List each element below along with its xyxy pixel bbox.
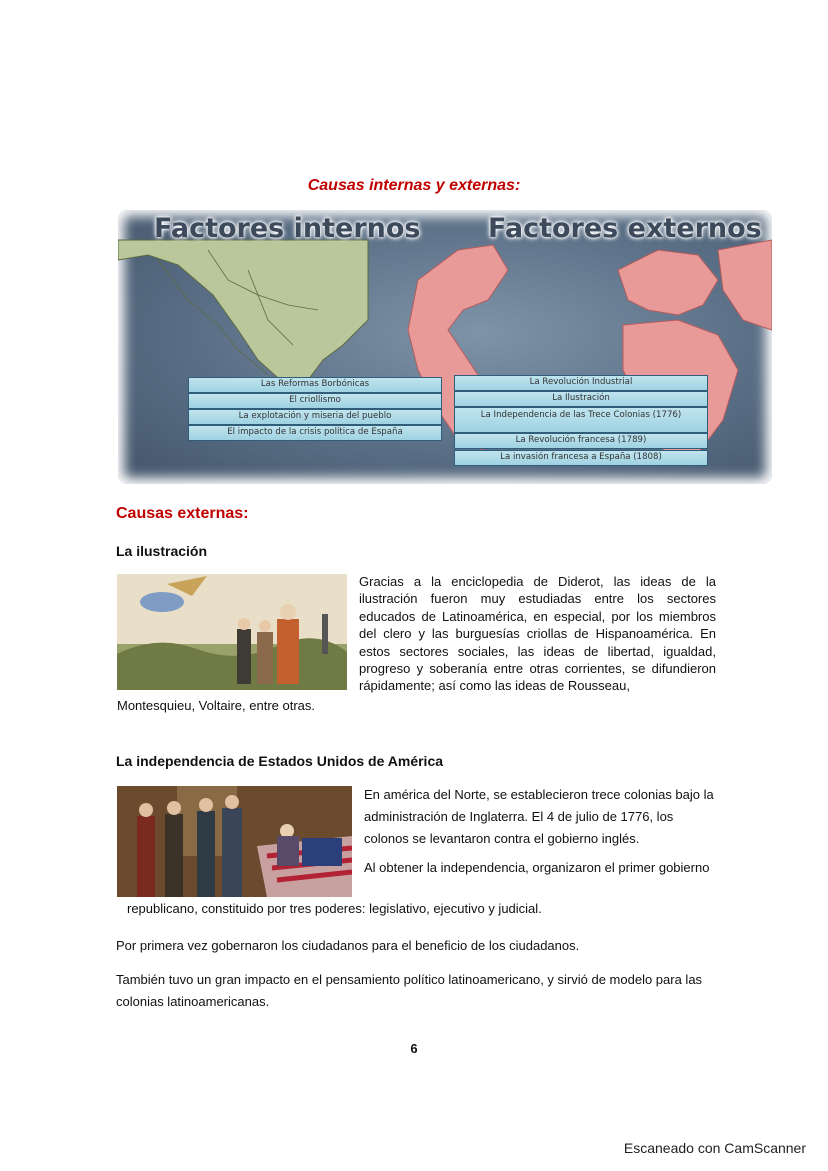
external-factor-item: La invasión francesa a España (1808) bbox=[454, 450, 708, 466]
usa-paragraph-1: En américa del Norte, se establecieron trece colonias bajo la administración de Inglaterra. El 4 de julio de 1776, los colonos se levantaron contra el gobierno inglés. bbox=[364, 787, 714, 846]
illustration-paragraph-continued: Montesquieu, Voltaire, entre otras. bbox=[117, 698, 316, 713]
external-factor-item: La Revolución francesa (1789) bbox=[454, 433, 708, 449]
usa-paragraph-3: Por primera vez gobernaron los ciudadanos para el beneficio de los ciudadanos. bbox=[116, 938, 580, 953]
camscanner-watermark: Escaneado con CamScanner bbox=[623, 1140, 806, 1156]
internal-factor-item: El impacto de la crisis política de España bbox=[188, 425, 442, 441]
internal-factor-item: El criollismo bbox=[188, 393, 442, 409]
usa-paragraph-2: Al obtener la independencia, organizaron el primer gobierno bbox=[364, 860, 710, 875]
page-number: 6 bbox=[410, 1041, 418, 1056]
usa-paragraph-4: También tuvo un gran impacto en el pensamiento político latinoamericano, y sirvió de modelo para las colonias latinoamericanas. bbox=[116, 972, 703, 1009]
external-factor-item: La Revolución Industrial bbox=[454, 375, 708, 391]
enlightenment-painting bbox=[117, 574, 347, 690]
section-heading: Causas externas: bbox=[116, 505, 249, 522]
external-factor-item: La Ilustración bbox=[454, 391, 708, 407]
page-heading: Causas internas y externas: bbox=[307, 177, 521, 194]
usa-independence-heading: La independencia de Estados Unidos de América bbox=[116, 753, 444, 769]
illustration-heading: La ilustración bbox=[116, 543, 208, 559]
usa-paragraph-2-continued: republicano, constituido por tres poderes: legislativo, ejecutivo y judicial. bbox=[127, 901, 542, 916]
external-factor-item: La Independencia de las Trece Colonias (1776) bbox=[454, 407, 708, 433]
illustration-paragraph: Gracias a la enciclopedia de Diderot, las ideas de la ilustración fueron muy estudiadas entre los sectores educados de Latinoamérica, en especial, por los miembros del clero y las burguesías criollas de Hispanoamérica. En estos sectores sociales, las ideas de libertad, igualdad, progreso y soberanía entre otras corrientes, se difundieron rápidamente; así como las ideas de Rousseau, bbox=[359, 574, 716, 694]
independence-painting bbox=[117, 786, 352, 897]
internal-factors-title: Factores internos bbox=[154, 213, 421, 244]
factors-map-figure bbox=[118, 210, 772, 484]
internal-factor-item: Las Reformas Borbónicas bbox=[188, 377, 442, 393]
external-factors-title: Factores externos bbox=[488, 213, 762, 244]
internal-factor-item: La explotación y miseria del pueblo bbox=[188, 409, 442, 425]
